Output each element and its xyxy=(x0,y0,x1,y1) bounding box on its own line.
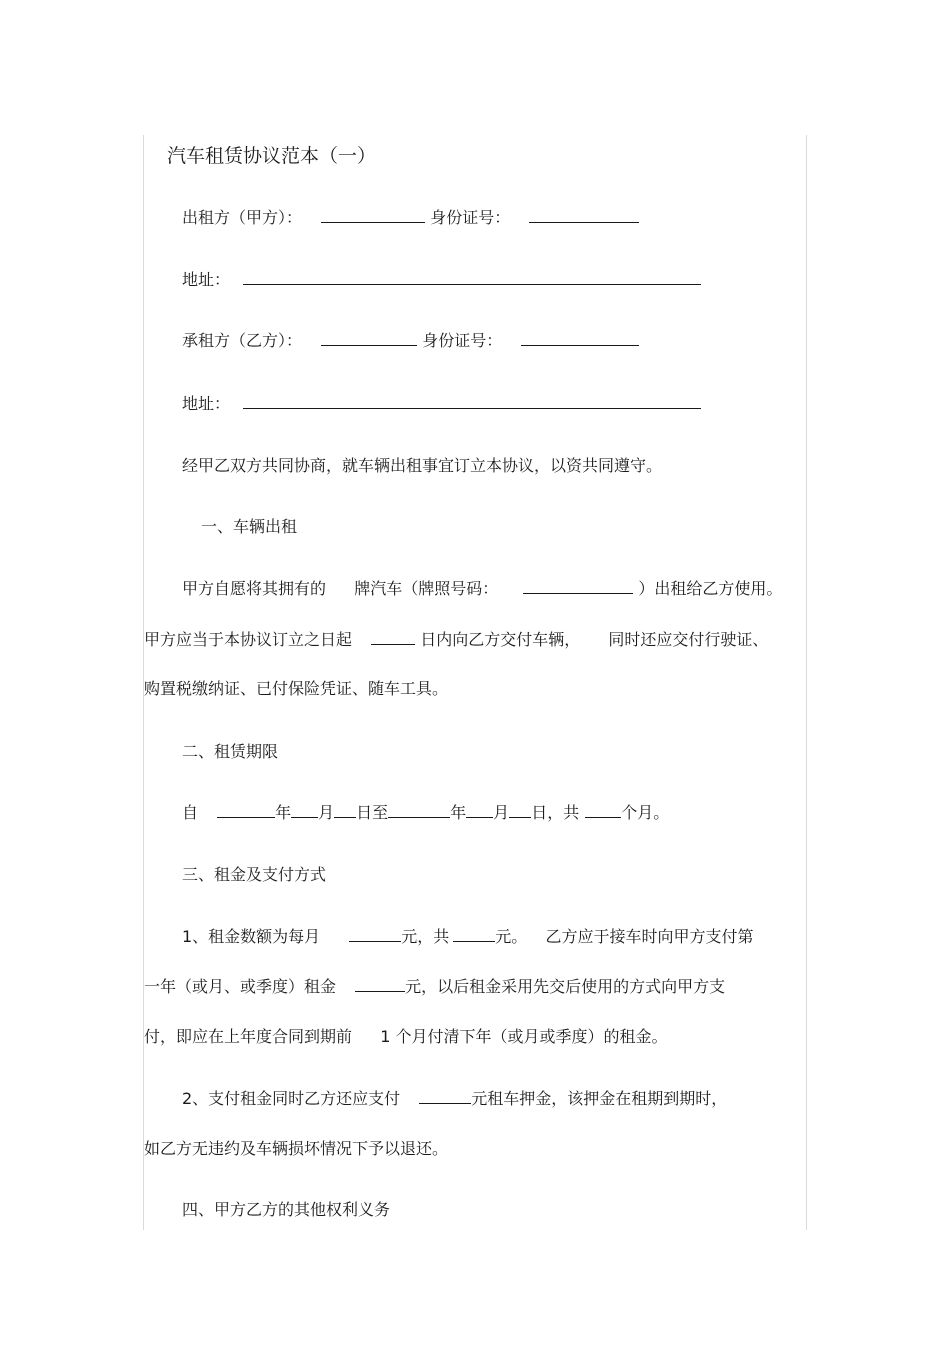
text-span: 1、租金数额为每月 xyxy=(182,927,321,946)
section-2-heading: 二、租赁期限 xyxy=(182,742,279,761)
end-year-blank[interactable] xyxy=(388,803,450,818)
monthly-rent-blank[interactable] xyxy=(349,927,401,942)
clause-2-line-1 xyxy=(182,1089,727,1109)
lessor-label: 出租方（甲方）： xyxy=(182,208,303,227)
lease-term-row xyxy=(182,803,669,823)
section-1-para-line-3: 购置税缴纳证、已付保险凭证、随车工具。 xyxy=(144,679,449,698)
section-1-heading: 一、车辆出租 xyxy=(201,517,298,536)
text-span: 日，共 xyxy=(531,803,580,822)
address-label: 地址： xyxy=(182,394,231,413)
lessor-address-blank[interactable] xyxy=(243,270,701,285)
text-span: 付，即应在上年度合同到期前 xyxy=(144,1027,353,1046)
total-rent-blank[interactable] xyxy=(453,927,495,942)
lessor-row xyxy=(182,208,639,228)
document-title: 汽车租赁协议范本（一） xyxy=(167,145,377,167)
text-span: 月 xyxy=(318,803,335,822)
lessee-id-blank[interactable] xyxy=(521,331,639,346)
text-span: 日至 xyxy=(356,803,389,822)
section-1-para-line-1 xyxy=(182,579,782,599)
end-month-blank[interactable] xyxy=(466,803,493,818)
lessor-address-row xyxy=(182,270,701,290)
text-span: 年 xyxy=(275,803,292,822)
text-span: 月 xyxy=(493,803,510,822)
lessee-row xyxy=(182,331,639,351)
text-span: 元，共 xyxy=(401,927,450,946)
page-border-right xyxy=(806,135,807,1230)
text-span: 个月。 xyxy=(621,803,670,822)
plate-number-blank[interactable] xyxy=(523,579,633,594)
text-span: 元。 xyxy=(495,927,528,946)
lessee-address-blank[interactable] xyxy=(243,394,701,409)
section-1-para-line-2 xyxy=(144,630,768,650)
preamble: 经甲乙双方共同协商，就车辆出租事宜订立本协议，以资共同遵守。 xyxy=(182,456,663,475)
start-day-blank[interactable] xyxy=(334,803,356,818)
lessee-name-blank[interactable] xyxy=(321,331,417,346)
text-span: ）出租给乙方使用。 xyxy=(638,579,783,598)
clause-1-line-1 xyxy=(182,927,754,947)
end-day-blank[interactable] xyxy=(509,803,531,818)
lessor-id-blank[interactable] xyxy=(529,208,639,223)
clause-2-line-2: 如乙方无违约及车辆损坏情况下予以退还。 xyxy=(144,1139,449,1158)
text-span: 元，以后租金采用先交后使用的方式向甲方支 xyxy=(405,977,726,996)
total-months-blank[interactable] xyxy=(585,803,621,818)
lessee-id-label: 身份证号： xyxy=(422,331,503,350)
text-span: 同时还应交付行驶证、 xyxy=(608,630,769,649)
lessor-name-blank[interactable] xyxy=(321,208,425,223)
section-4-heading: 四、甲方乙方的其他权利义务 xyxy=(182,1200,391,1219)
start-month-blank[interactable] xyxy=(291,803,318,818)
first-rent-blank[interactable] xyxy=(355,977,405,992)
text-span: 乙方应于接车时向甲方支付第 xyxy=(545,927,754,946)
clause-1-line-2 xyxy=(144,977,725,997)
text-span: 年 xyxy=(450,803,467,822)
lessee-address-row xyxy=(182,394,701,414)
start-year-blank[interactable] xyxy=(217,803,275,818)
text-span: 甲方应当于本协议订立之日起 xyxy=(144,630,353,649)
text-span: 一年（或月、或季度）租金 xyxy=(144,977,337,996)
text-span: 牌汽车（牌照号码： xyxy=(354,579,499,598)
section-3-heading: 三、租金及支付方式 xyxy=(182,865,327,884)
deposit-blank[interactable] xyxy=(419,1089,471,1104)
lessor-id-label: 身份证号： xyxy=(430,208,511,227)
delivery-days-blank[interactable] xyxy=(371,630,415,645)
text-span: 日内向乙方交付车辆， xyxy=(420,630,581,649)
text-span: 2、支付租金同时乙方还应支付 xyxy=(182,1089,401,1108)
address-label: 地址： xyxy=(182,270,231,289)
text-span: 元租车押金，该押金在租期到期时， xyxy=(471,1089,728,1108)
text-span: 甲方自愿将其拥有的 xyxy=(182,579,327,598)
text-span: 1 个月付清下年（或月或季度）的租金。 xyxy=(380,1027,668,1046)
text-span: 自 xyxy=(182,803,199,822)
lessee-label: 承租方（乙方）： xyxy=(182,331,303,350)
clause-1-line-3 xyxy=(144,1027,667,1047)
